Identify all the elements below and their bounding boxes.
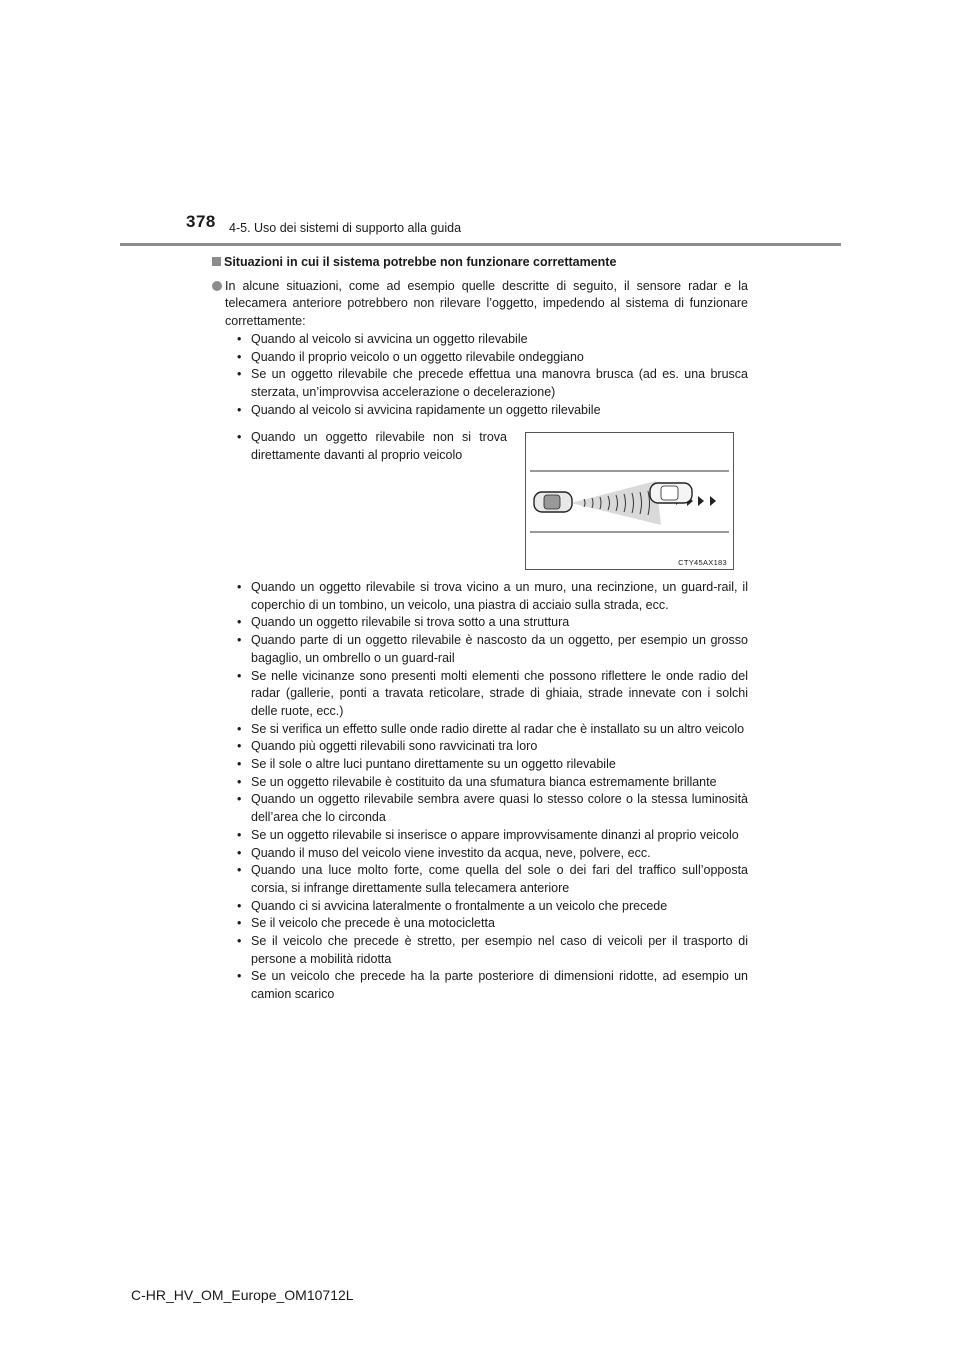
radar-offset-illustration (525, 432, 734, 570)
circle-bullet-icon (212, 281, 222, 291)
list-item: • Se il veicolo che precede è stretto, per esempio nel caso di veicoli per il trasporto di persone a mobilità ridotta (237, 933, 748, 968)
list-item: • Quando una luce molto forte, come quella del sole o dei fari del traffico sull’opposta corsia, si infrange direttamente sulla telecamera anteriore (237, 862, 748, 897)
condition-list-c-wrapper (212, 579, 748, 1004)
list-item: • Se nelle vicinanze sono presenti molti elementi che possono riflettere le onde radio del radar (gallerie, ponti a travata reticolare, strade di ghiaia, strade innevate con i solchi delle ruote, ecc.) (237, 668, 748, 721)
list-item: • Quando al veicolo si avvicina rapidamente un oggetto rilevabile (237, 402, 748, 420)
list-item: • Se si verifica un effetto sulle onde radio dirette al radar che è installato su un altro veicolo (237, 721, 748, 739)
list-item: • Se un oggetto rilevabile è costituito da una sfumatura bianca estremamente brillante (237, 774, 748, 792)
list-item: • Quando al veicolo si avvicina un oggetto rilevabile (237, 331, 748, 349)
page-number: 378 (186, 212, 216, 231)
list-item: • Se un oggetto rilevabile che precede effettua una manovra brusca (ad es. una brusca sterzata, un’improvvisa accelerazione o decelerazione) (237, 366, 748, 401)
figure-code: CTY45AX183 (678, 558, 727, 567)
list-item: • Se il veicolo che precede è una motocicletta (237, 915, 748, 933)
square-bullet-icon (212, 257, 221, 266)
list-item: • Se un veicolo che precede ha la parte posteriore di dimensioni ridotte, ad esempio un camion scarico (237, 968, 748, 1003)
document-footer: C-HR_HV_OM_Europe_OM10712L (131, 1287, 354, 1303)
list-item: • Quando il muso del veicolo viene investito da acqua, neve, polvere, ecc. (237, 845, 748, 863)
subsection-heading-text: Situazioni in cui il sistema potrebbe non funzionare correttamente (224, 255, 617, 269)
list-item: • Quando un oggetto rilevabile sembra avere quasi lo stesso colore o la stessa luminosità dell’area che lo circonda (237, 791, 748, 826)
intro-paragraph (212, 278, 748, 331)
list-item: • Quando ci si avvicina lateralmente o frontalmente a un veicolo che precede (237, 898, 748, 916)
subsection-heading (212, 254, 748, 272)
section-title: 4-5. Uso dei sistemi di supporto alla guida (229, 221, 462, 235)
header-divider (120, 243, 841, 246)
list-item: • Quando il proprio veicolo o un oggetto rilevabile ondeggiano (237, 349, 748, 367)
preceding-vehicle (650, 483, 692, 503)
condition-list-b (212, 429, 507, 464)
own-vehicle (534, 492, 572, 512)
list-item: • Quando un oggetto rilevabile si trova vicino a un muro, una recinzione, un guard-rail, il coperchio di un tombino, un veicolo, una piastra di acciaio sulla strada, ecc. (237, 579, 748, 614)
condition-list-c (212, 579, 748, 1004)
list-item: • Se il sole o altre luci puntano direttamente su un oggetto rilevabile (237, 756, 748, 774)
list-item: • Se un oggetto rilevabile si inserisce o appare improvvisamente dinanzi al proprio veicolo (237, 827, 748, 845)
list-item: • Quando un oggetto rilevabile si trova sotto a una struttura (237, 614, 748, 632)
list-item: • Quando un oggetto rilevabile non si trova direttamente davanti al proprio veicolo (237, 429, 507, 464)
list-item: • Quando più oggetti rilevabili sono ravvicinati tra loro (237, 738, 748, 756)
list-item: • Quando parte di un oggetto rilevabile è nascosto da un oggetto, per esempio un grosso bagaglio, un ombrello o un guard-rail (237, 632, 748, 667)
intro-text: In alcune situazioni, come ad esempio quelle descritte di seguito, il sensore radar e la telecamera anteriore potrebbero non rilevare l’oggetto, impedendo al sistema di funzionare correttamente: (225, 278, 748, 329)
condition-list-a (212, 331, 748, 420)
illustration-drawing (526, 433, 733, 569)
